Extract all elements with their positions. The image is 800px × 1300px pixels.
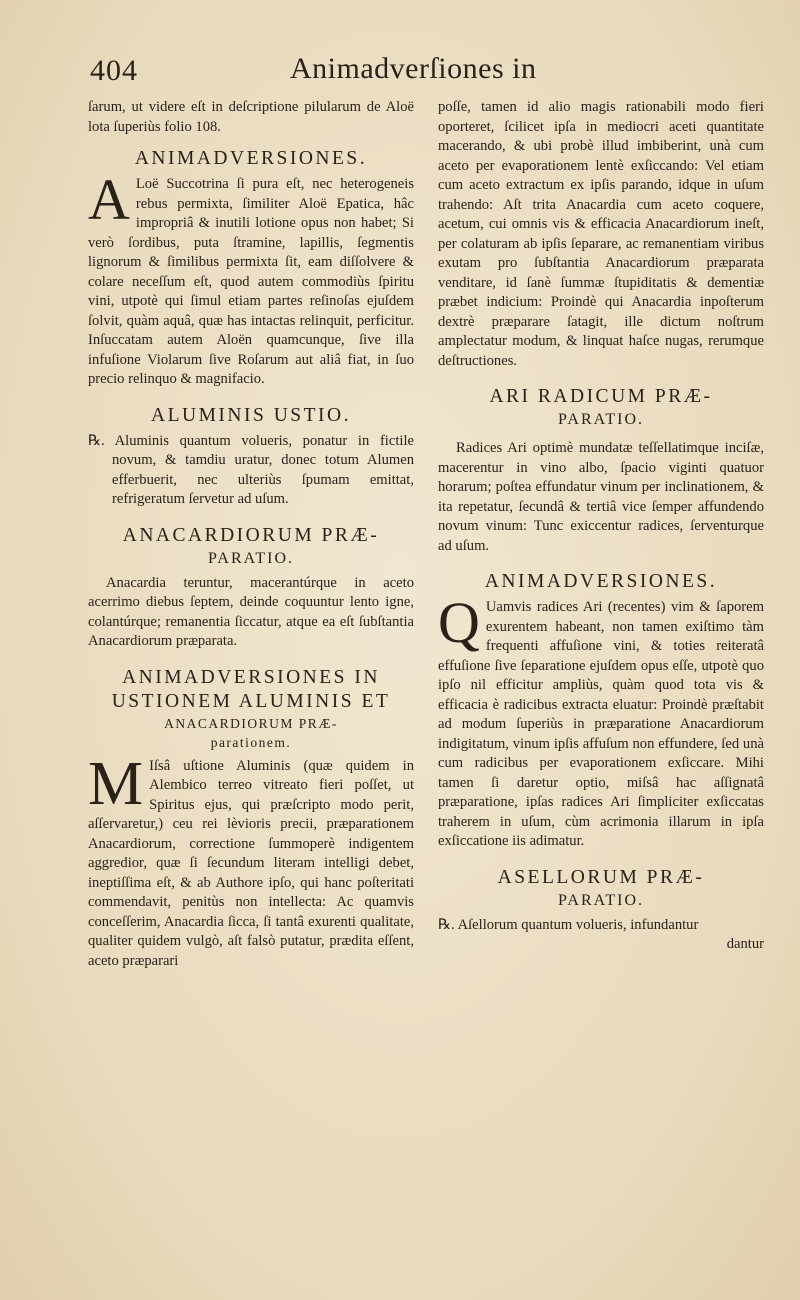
right-column	[438, 98, 764, 955]
drop-cap: A	[88, 167, 130, 232]
section-heading-cont: PARATIO.	[557, 411, 645, 428]
paragraph-text: Loë Succotrina ſi pura eſt, nec heterogeneis rebus permixta, ſimiliter Aloë Epatica, hâc impropriâ & inutili lotione opus non habet; Si verò ſordibus, puta ſtramine, lapillis, ſegmentis lignorum & ſimilibus permixta ſit, eam diſſolvere & colare neceſſum eſt, quod autem commodiùs ſpiritu vini, utpotè qui ſimul etiam partes reſinoſas ejuſdem ſolvit, quàm aquâ, quæ has intactas relinquit, perficitur. Inſuccatam autem Aloën quamcunque, ſive illa infuſione Violarum ſive Roſarum aut aliâ fiat, in ſuo precio relinquo & magnifacio.	[88, 176, 414, 387]
left-column	[88, 98, 414, 971]
section-heading-cont: USTIONEM ALUMINIS ET	[111, 690, 391, 712]
drop-cap: M	[88, 749, 144, 818]
paragraph-continuation: poſſe, tamen id alio magis rationabili modo fieri oporteret, ſcilicet ipſa in mediocri aceti quantitate macerando, & ubi probè illud imbiberint, unà cum aceto per evaporationem lentè exſiccando: Vel etiam cum aceto extractum ex ipſis parando, idque in uſum trahendo: Aſt trita Anacardia cum aceto coquere, acetum, cui omnis vis & efficacia Anacardiorum ineſt, per colaturam ab ipſis ſeparare, ac remanentiam viribus exutam pro ſubſtantia Anacardiorum præparata venditare, id ſanè ſummæ ſtupiditatis & dementiæ præbet indicium: Proindè qui Anacardia inpoſterum dextrè præparare ſatagit, ille dictum noſtrum amplectatur modum, & linquat haſce nugas, rerumque deſtructiones.	[438, 99, 764, 369]
section-heading-cont: parationem.	[210, 735, 292, 750]
drop-cap: Q	[438, 590, 480, 655]
page-header	[90, 52, 710, 92]
recipe-paragraph: ℞. Aſellorum quantum volueris, infundantur	[438, 916, 699, 933]
paragraph-text: Uamvis radices Ari (recentes) vim & ſaporem exurentem habeant, non tamen exiſtimo tàm frequenti affuſione vini, & toties reiteratâ effuſione ſive ſeparatione ejuſdem opus eſſe, utpotè quo ipſo nil efficitur ampliùs, quàm quod tota vis & efficacia è radicibus extracta eluatur: Proindè præſtabit ad modum ſuperiùs in præparatione Anacardiorum indigitatum, vinum ipſis affuſum non effundere, ſed unà cum radicibus per evaporationem exſiccare. Mihi tamen ſi daretur optio, miſsâ hac aſſignatâ præparatione, ipſas radices Ari ſimpliciter exſiccatas traherem in uſum, cùm acrimonia illarum in ipſa exſiccatione iis adimatur.	[438, 599, 764, 849]
recipe-paragraph: ℞. Aluminis quantum volueris, ponatur in fictile novum, & tamdiu uratur, donec totum Alumen efferbuerit, nec ulteriùs ſpumam emittat, refrigeratum ſervetur ad uſum.	[88, 432, 414, 507]
section-heading: ANIMADVERSIONES.	[484, 571, 718, 592]
paragraph-continuation: ſarum, ut videre eſt in deſcriptione pilularum de Aloë lota ſuperiùs folio 108.	[88, 99, 414, 135]
paragraph-anacardia: Anacardia teruntur, macerantúrque in aceto acerrimo diebus ſeptem, deinde coquuntur lento igne, colantúrque; remanentia ſiccatur, atque ea eſt ſubſtantia Anacardiorum præparata.	[88, 574, 414, 649]
paragraph-text: Iſsâ uſtione Aluminis (quæ quidem in Alembico terreo vitreato fieri poſſet, ut Spiritus ejus, qui præſcripto modo perit, aſſervaretur,) ceu rei lèvioris precii, præparationem Anacardiorum, correctione ſummoperè indigentem aggredior, quæ ſi ſecundum literam intelligi debet, ineptiſſima eſt, & ab Authore ipſo, qui hanc poſteritati commendavit, penitùs non intellecta: Ac quamvis conceſſerim, Anacardia ſicca, ſi tantâ exurenti qualitate, qualiter quidem vulgò, aſt falsò putatur, prædita eſſent, aceto præparari	[88, 757, 414, 969]
section-heading: ANIMADVERSIONES IN	[122, 666, 380, 688]
section-heading: ASELLORUM PRÆ-	[497, 866, 705, 888]
section-heading: ALUMINIS USTIO.	[151, 404, 351, 426]
section-heading: ANIMADVERSIONES.	[134, 148, 368, 169]
page-number: 404	[90, 54, 138, 87]
section-heading-cont: PARATIO.	[557, 891, 645, 909]
section-heading-cont: PARATIO.	[207, 549, 295, 567]
paragraph-animadversio-ari	[438, 590, 764, 852]
section-heading: ARI RADICUM PRÆ-	[489, 386, 713, 407]
section-heading-cont: ANACARDIORUM PRÆ-	[164, 715, 338, 731]
catchword: dantur	[726, 936, 764, 952]
paragraph-ari: Radices Ari optimè mundatæ teſſellatimque inciſæ, macerentur in vino albo, ſpacio viginti quatuor horarum; poſtea effundatur vinum per inclinationem, & ita repetatur, ſecundâ & tertiâ vice ſemper affundendo novum vinum: Tunc exiccentur radices, ſerventurque ad uſum.	[438, 440, 764, 554]
paragraph-aloe	[88, 167, 414, 390]
section-heading: ANACARDIORUM PRÆ-	[122, 524, 380, 546]
running-title: Animadverſiones in	[290, 52, 537, 85]
paragraph-ustio	[88, 749, 414, 972]
